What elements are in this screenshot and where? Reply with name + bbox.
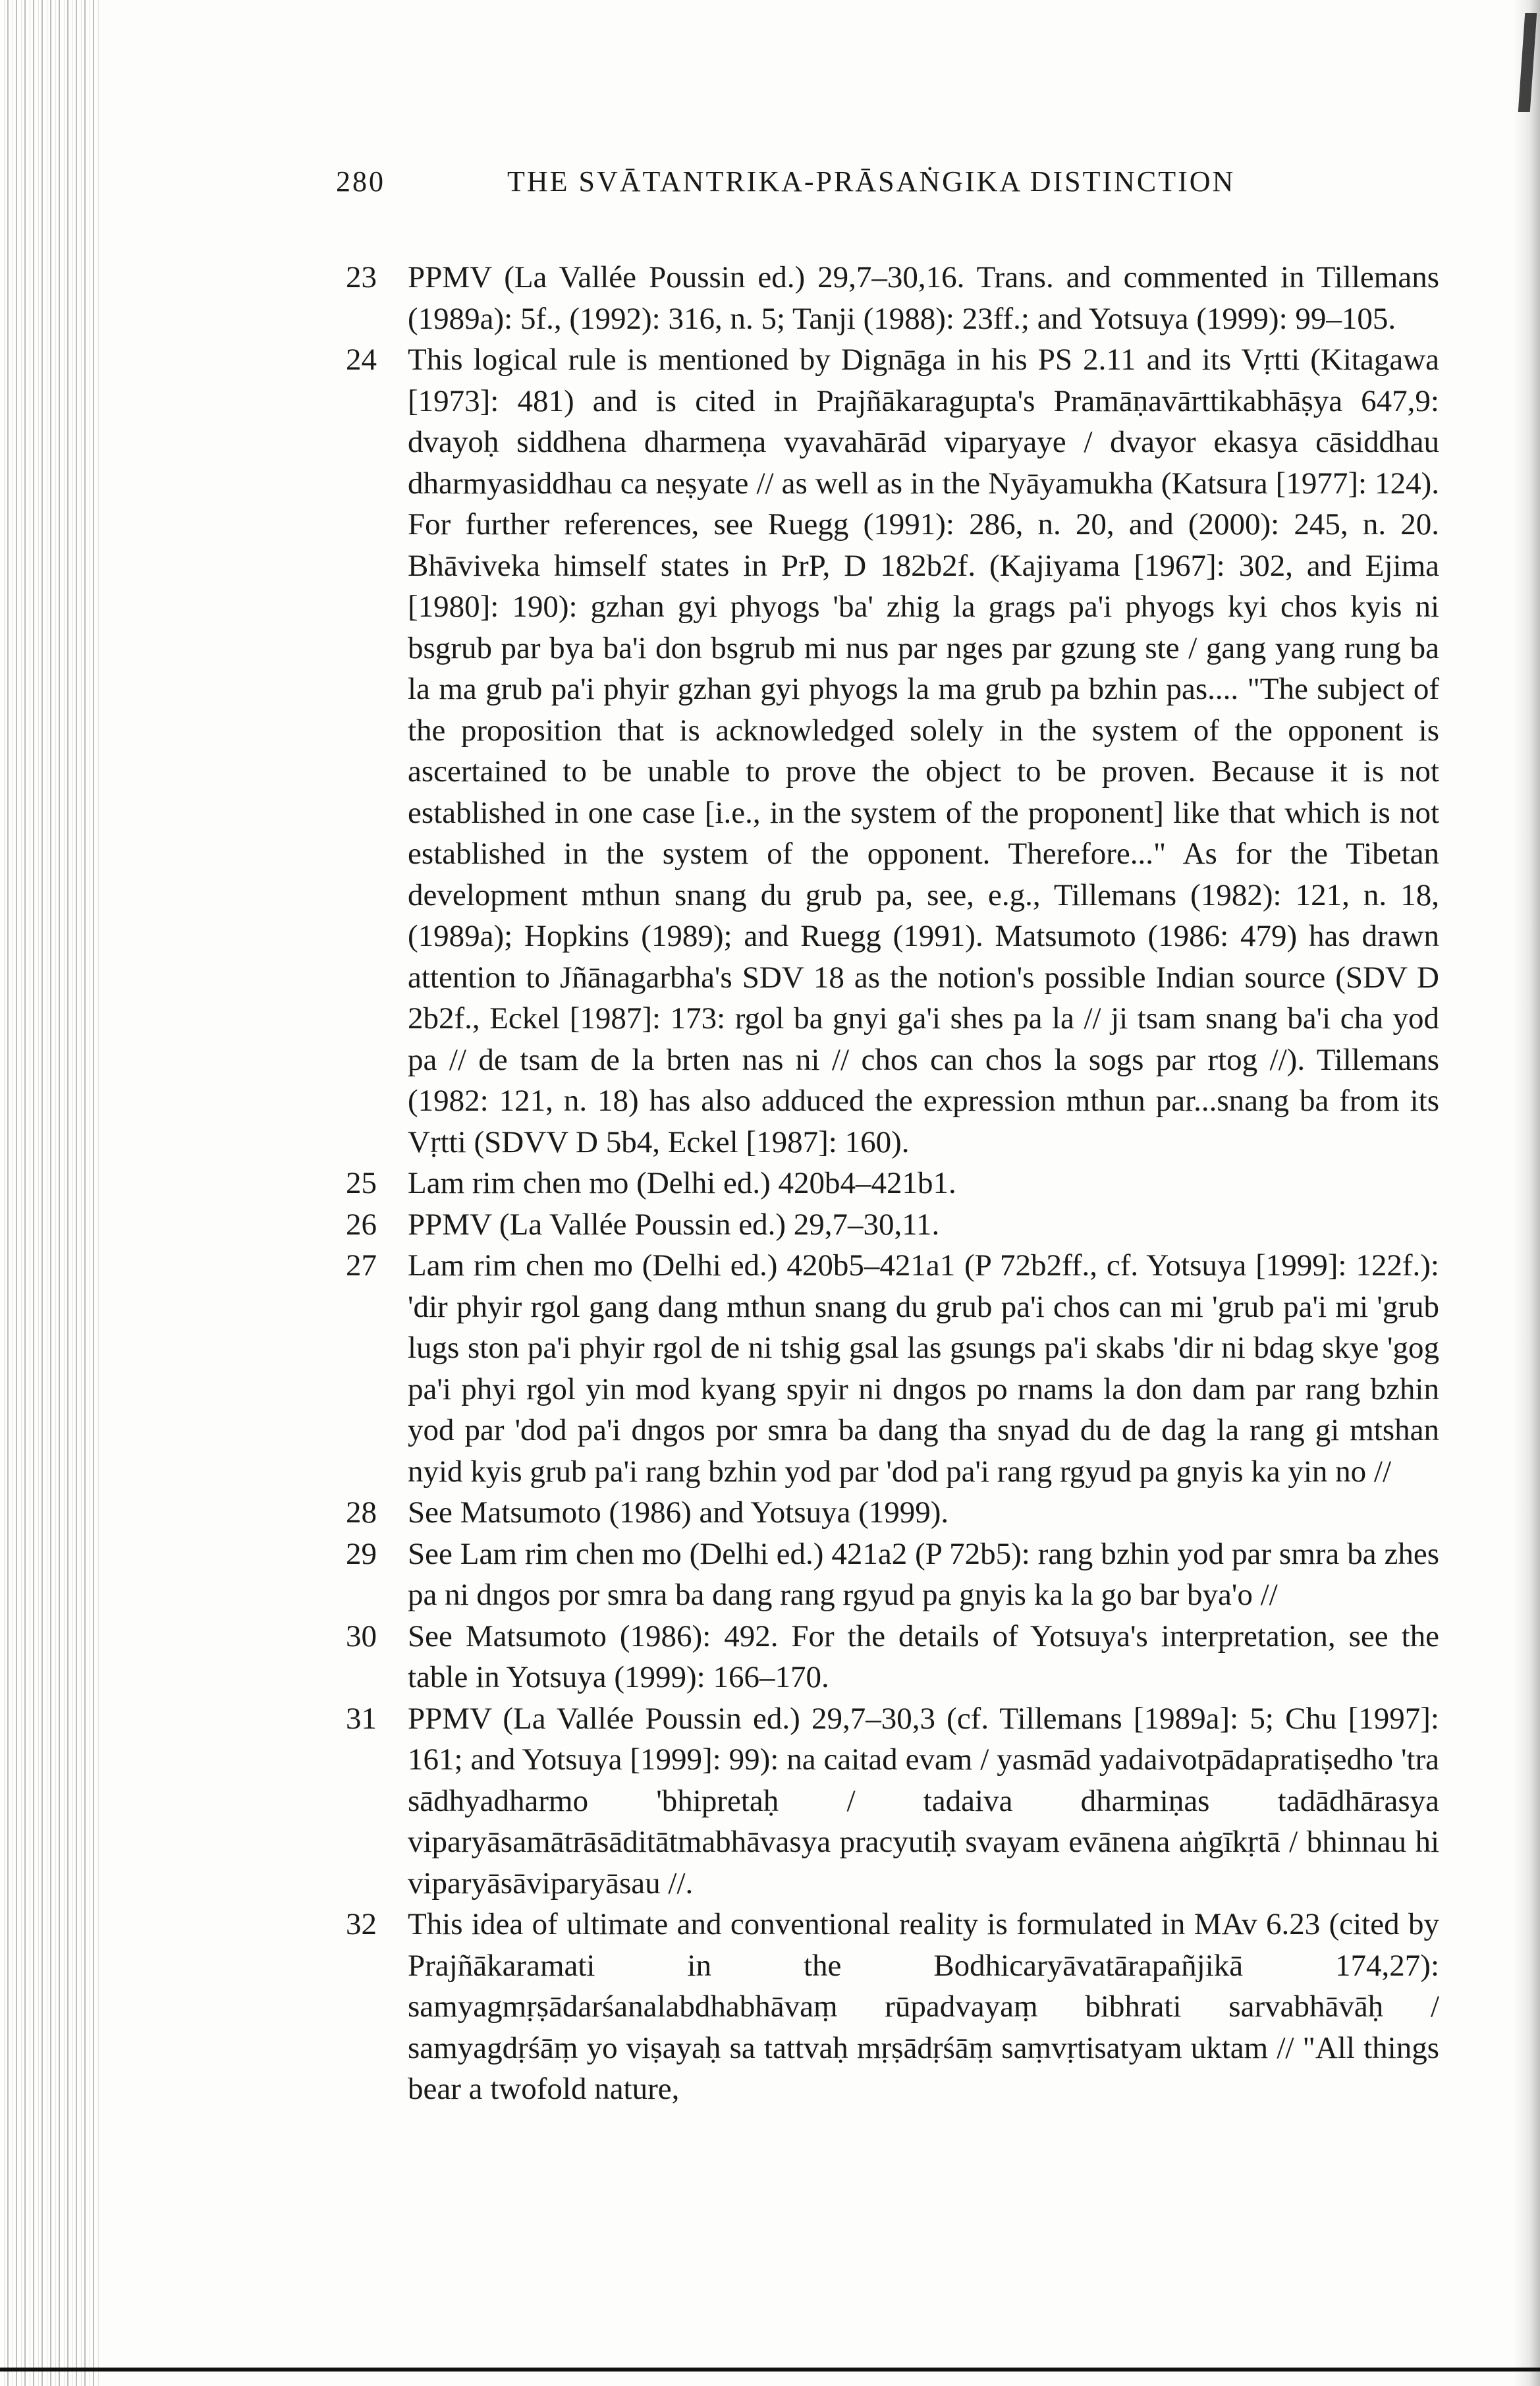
endnote [346,339,1439,1163]
note-text: See Matsumoto (1986) and Yotsuya (1999). [408,1495,949,1530]
endnote [346,257,1439,339]
note-text: Lam rim chen mo (Delhi ed.) 420b4–421b1. [408,1166,956,1200]
page-edge-shadow [1514,0,1540,2386]
note-text: See Matsumoto (1986): 492. For the details of Yotsuya's interpretation, see the table in Yotsuya (1999): 166–170. [408,1619,1439,1694]
endnote [346,1204,1439,1246]
endnote [346,1163,1439,1204]
note-text: PPMV (La Vallée Poussin ed.) 29,7–30,16. Trans. and commented in Tillemans (1989a): 5f., (1992): 316, n. 5; Tanji (1988): 23ff.; and Yotsuya (1999): 99–105. [408,260,1439,336]
note-text: PPMV (La Vallée Poussin ed.) 29,7–30,11. [408,1207,940,1242]
running-title: THE SVĀTANTRIKA-PRĀSAṄGIKA DISTINCTION [507,165,1236,198]
note-number: 30 [346,1619,377,1653]
note-number: 26 [346,1207,377,1242]
note-number: 23 [346,260,377,294]
note-text: This idea of ultimate and conventional reality is formulated in MAv 6.23 (cited by Prajñākaramati in the Bodhicaryāvatārapañjikā 174,27): samyagmṛṣādarśanalabdhabhāvaṃ rūpadvayaṃ bibhrati sarvabhāvāḥ / samyagdṛśāṃ yo viṣayaḥ sa tattvaḥ mṛṣādṛśāṃ saṃvṛtisatyam uktam // "All things bear a twofold nature, [408,1907,1439,2106]
endnote [346,1245,1439,1492]
note-number: 27 [346,1248,377,1283]
endnote [346,1698,1439,1904]
endnote [346,1492,1439,1534]
endnote [346,1534,1439,1616]
note-number: 29 [346,1536,377,1571]
note-text: PPMV (La Vallée Poussin ed.) 29,7–30,3 (cf. Tillemans [1989a]: 5; Chu [1997]: 161; and Yotsuya [1999]: 99): na caitad evam / yasmād yadaivotpādapratiṣedho 'tra sādhyadharmo 'bhipretaḥ / tadaiva dharmiṇas tadādhārasya viparyāsamātrāsāditātmabhāvasya pracyutiḥ svayam evānena aṅgīkṛtā / bhinnau hi viparyāsāviparyāsau //. [408,1701,1439,1900]
note-number: 32 [346,1907,377,1941]
page-number: 280 [336,165,385,198]
note-text: Lam rim chen mo (Delhi ed.) 420b5–421a1 (P 72b2ff., cf. Yotsuya [1999]: 122f.): 'dir phyir rgol gang dang mthun snang du grub pa'i chos can mi 'grub pa'i mi 'grub lugs ston pa'i phyir rgol de ni tshig gsal las gsungs pa'i skabs 'dir ni bdag skye 'gog pa'i phyi rgol yin mod kyang spyir ni dngos po rnams la don dam par rang bzhin yod par 'dod pa'i dngos por smra ba dang tha snyad du de dag la rang gi mtshan nyid kyis grub pa'i rang bzhin yod par 'dod pa'i rang rgyud pa gnyis ka yin no // [408,1248,1439,1489]
note-number: 25 [346,1166,377,1200]
endnotes [346,257,1439,2110]
scan-gutter [0,0,99,2386]
note-number: 24 [346,343,377,377]
note-text: See Lam rim chen mo (Delhi ed.) 421a2 (P 72b5): rang bzhin yod par smra ba zhes pa ni dngos por smra ba dang rang rgyud pa gnyis ka la go bar bya'o // [408,1536,1439,1612]
note-number: 31 [346,1701,377,1736]
endnote [346,1616,1439,1698]
endnote [346,1904,1439,2110]
note-number: 28 [346,1495,377,1530]
page-header [336,165,1456,211]
note-text: This logical rule is mentioned by Dignāga in his PS 2.11 and its Vṛtti (Kitagawa [1973]: 481) and is cited in Prajñākaragupta's Pramāṇavārttikabhāṣya 647,9: dvayoḥ siddhena dharmeṇa vyavahārād viparyaye / dvayor ekasya cāsiddhau dharmyasiddhau ca neṣyate // as well as in the Nyāyamukha (Katsura [1977]: 124). For further references, see Ruegg (1991): 286, n. 20, and (2000): 245, n. 20. Bhāviveka himself states in PrP, D 182b2f. (Kajiyama [1967]: 302, and Ejima [1980]: 190): gzhan gyi phyogs 'ba' zhig la grags pa'i phyogs kyi chos kyis ni bsgrub par bya ba'i don bsgrub mi nus par nges par gzung ste / gang yang rung ba la ma grub pa'i phyir gzhan gyi phyogs la ma grub pa bzhin pas.... "The subject of the proposition that is acknowledged solely in the system of the opponent is ascertained to be unable to prove the object to be proven. Because it is not established in one case [i.e., in the system of the proponent] like that which is not established in the system of the opponent. Therefore..." As for the Tibetan development mthun snang du grub pa, see, e.g., Tillemans (1982): 121, n. 18, (1989a); Hopkins (1989); and Ruegg (1991). Matsumoto (1986: 479) has drawn attention to Jñānagarbha's SDV 18 as the notion's possible Indian source (SDV D 2b2f., Eckel [1987]: 173: rgol ba gnyi ga'i shes pa la // ji tsam snang ba'i cha yod pa // de tsam de la brten nas ni // chos can chos la sogs par rtog //). Tillemans (1982: 121, n. 18) has also adduced the expression mthun par...snang ba from its Vṛtti (SDVV D 5b4, Eckel [1987]: 160). [408,343,1439,1159]
bottom-rule [0,2368,1540,2372]
